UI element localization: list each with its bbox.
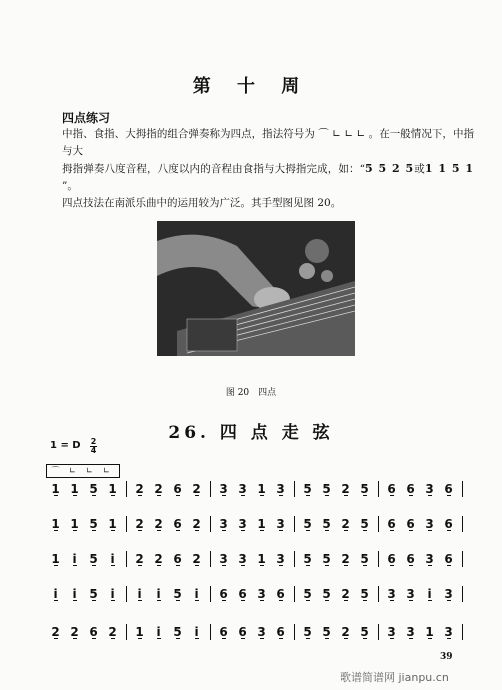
beam-line: [222, 600, 226, 601]
score-note: 6: [238, 587, 247, 601]
score-measure: [46, 514, 122, 534]
score-measure: [298, 549, 374, 569]
week-title: 第 十 周: [192, 76, 310, 97]
score-note: 5: [360, 625, 369, 639]
beam-line: [306, 600, 310, 601]
bar-line: [210, 516, 211, 532]
score-note: 3: [425, 482, 434, 496]
fingering-mark: ∟: [69, 466, 76, 475]
or-text: 或: [414, 163, 425, 175]
score-note: i: [72, 552, 77, 566]
score-note: 2: [154, 482, 163, 496]
score-measure: [214, 514, 290, 534]
bar-line: [378, 624, 379, 640]
beam-line: [447, 600, 451, 601]
beam-line: [325, 530, 329, 531]
score-note: 5: [322, 587, 331, 601]
score-note: 5: [322, 482, 331, 496]
page-number: 39: [440, 652, 453, 662]
score-note: 3: [238, 482, 247, 496]
beam-line: [260, 565, 264, 566]
hand-position-photo: [157, 221, 355, 356]
beam-line: [111, 530, 115, 531]
score-note: 6: [276, 587, 285, 601]
score-note: 1: [257, 552, 266, 566]
beam-line: [138, 495, 142, 496]
score-note: i: [156, 625, 161, 639]
score-measure: [214, 549, 290, 569]
beam-line: [363, 495, 367, 496]
score-note: 6: [387, 552, 396, 566]
beam-line: [111, 495, 115, 496]
score-note: 6: [173, 482, 182, 496]
score-note: i: [137, 587, 142, 601]
score-note: i: [427, 587, 432, 601]
beam-line: [447, 638, 451, 639]
beam-line: [344, 600, 348, 601]
bar-line: [378, 516, 379, 532]
score-note: 5: [303, 587, 312, 601]
score-note: 3: [257, 587, 266, 601]
score-note: 1: [51, 482, 60, 496]
beam-line: [54, 495, 58, 496]
beam-line: [176, 530, 180, 531]
score-note: 1: [257, 482, 266, 496]
beam-line: [73, 565, 77, 566]
beam-line: [363, 600, 367, 601]
score-note: 2: [70, 625, 79, 639]
score-row: [46, 514, 466, 534]
beam-line: [447, 530, 451, 531]
score-note: 2: [154, 517, 163, 531]
score-measure: [46, 479, 122, 499]
bar-line: [378, 586, 379, 602]
song-title: 26. 四 点 走 弦: [168, 423, 334, 443]
score-note: 3: [219, 482, 228, 496]
beam-line: [54, 600, 58, 601]
beam-line: [409, 495, 413, 496]
score-measure: [298, 514, 374, 534]
beam-line: [390, 530, 394, 531]
score-note: 1: [51, 517, 60, 531]
beam-line: [157, 530, 161, 531]
bar-line: [126, 516, 127, 532]
score-note: 3: [276, 482, 285, 496]
beam-line: [138, 638, 142, 639]
score-note: 5: [322, 517, 331, 531]
score-note: i: [110, 552, 115, 566]
score-note: 5: [360, 552, 369, 566]
score-measure: [46, 549, 122, 569]
watermark: 歌谱简谱网 jianpu.cn: [340, 671, 449, 684]
score-note: 6: [444, 482, 453, 496]
bar-line: [210, 586, 211, 602]
beam-line: [195, 638, 199, 639]
score-note: 6: [89, 625, 98, 639]
beam-line: [54, 565, 58, 566]
score-row: [46, 549, 466, 569]
beam-line: [176, 600, 180, 601]
beam-line: [73, 638, 77, 639]
score-note: 6: [406, 552, 415, 566]
score-note: 3: [444, 587, 453, 601]
score-measure: [130, 584, 206, 604]
beam-line: [138, 565, 142, 566]
score-measure: [130, 514, 206, 534]
beam-line: [325, 565, 329, 566]
score-measure: [382, 622, 458, 642]
beam-line: [447, 565, 451, 566]
beam-line: [111, 638, 115, 639]
bar-line: [462, 516, 463, 532]
score-note: 2: [341, 587, 350, 601]
score-note: 2: [154, 552, 163, 566]
score-note: 6: [387, 482, 396, 496]
score-note: 2: [51, 625, 60, 639]
score-note: 2: [192, 482, 201, 496]
score-note: 3: [387, 587, 396, 601]
score-note: i: [156, 587, 161, 601]
beam-line: [363, 565, 367, 566]
beam-line: [241, 530, 245, 531]
score-note: 3: [257, 625, 266, 639]
beam-line: [54, 638, 58, 639]
score-note: 1: [108, 517, 117, 531]
score-measure: [382, 514, 458, 534]
score-note: 3: [387, 625, 396, 639]
score-note: 1: [70, 517, 79, 531]
time-signature-top: 2: [90, 437, 97, 446]
score-note: 6: [406, 482, 415, 496]
beam-line: [222, 638, 226, 639]
beam-line: [176, 565, 180, 566]
score-note: 3: [276, 517, 285, 531]
fingering-mark: ∟: [86, 466, 93, 475]
bar-line: [378, 481, 379, 497]
bar-line: [462, 551, 463, 567]
score-row: [46, 622, 466, 642]
score-note: 2: [135, 482, 144, 496]
score-measure: [382, 584, 458, 604]
beam-line: [260, 495, 264, 496]
beam-line: [279, 565, 283, 566]
score-note: 6: [219, 625, 228, 639]
beam-line: [111, 565, 115, 566]
score-note: i: [53, 587, 58, 601]
score-measure: [130, 622, 206, 642]
paragraph-line-3: 四点技法在南派乐曲中的运用较为广泛。其手型图见图 20。: [62, 197, 342, 209]
score-note: 2: [192, 517, 201, 531]
score-measure: [130, 549, 206, 569]
score-note: 1: [425, 625, 434, 639]
time-signature: [90, 438, 97, 455]
score-note: 5: [173, 587, 182, 601]
beam-line: [260, 530, 264, 531]
beam-line: [409, 565, 413, 566]
beam-line: [222, 530, 226, 531]
score-note: 5: [89, 587, 98, 601]
score-measure: [382, 549, 458, 569]
score-note: i: [194, 625, 199, 639]
beam-line: [73, 495, 77, 496]
score-measure: [382, 479, 458, 499]
beam-line: [306, 495, 310, 496]
score-note: 5: [89, 552, 98, 566]
fingering-mark: ⌒: [51, 466, 60, 475]
bar-line: [294, 586, 295, 602]
fingering-mark: ∟: [103, 466, 110, 475]
score-row: [46, 479, 466, 499]
score-note: 6: [387, 517, 396, 531]
beam-line: [279, 495, 283, 496]
score-note: 5: [173, 625, 182, 639]
beam-line: [279, 530, 283, 531]
beam-line: [363, 638, 367, 639]
beam-line: [73, 600, 77, 601]
score-measure: [298, 584, 374, 604]
beam-line: [73, 530, 77, 531]
score-measure: [130, 479, 206, 499]
score-note: 6: [238, 625, 247, 639]
beam-line: [428, 565, 432, 566]
score-note: i: [110, 587, 115, 601]
score-measure: [214, 584, 290, 604]
score-note: 5: [89, 517, 98, 531]
beam-line: [344, 495, 348, 496]
beam-line: [157, 565, 161, 566]
score-note: 6: [406, 517, 415, 531]
paragraph-line-2b: ”。: [62, 180, 78, 192]
score-note: 6: [219, 587, 228, 601]
guzheng-hand-illustration: [157, 221, 355, 356]
beam-line: [241, 638, 245, 639]
bar-line: [210, 624, 211, 640]
score-note: 1: [51, 552, 60, 566]
bar-line: [126, 624, 127, 640]
beam-line: [325, 638, 329, 639]
score-note: 1: [108, 482, 117, 496]
figure-caption: 图 20 四点: [225, 388, 277, 398]
score-note: 3: [238, 517, 247, 531]
beam-line: [176, 495, 180, 496]
beam-line: [390, 565, 394, 566]
beam-line: [111, 600, 115, 601]
beam-line: [306, 530, 310, 531]
beam-line: [157, 495, 161, 496]
beam-line: [92, 638, 96, 639]
score-note: 3: [276, 552, 285, 566]
score-note: 2: [341, 517, 350, 531]
beam-line: [428, 600, 432, 601]
beam-line: [260, 638, 264, 639]
beam-line: [447, 495, 451, 496]
score-note: 6: [276, 625, 285, 639]
beam-line: [409, 600, 413, 601]
beam-line: [241, 495, 245, 496]
beam-line: [54, 530, 58, 531]
score-note: 3: [444, 625, 453, 639]
notation-example-1: 5 5 2 5: [365, 162, 415, 175]
beam-line: [409, 530, 413, 531]
score-note: 6: [444, 552, 453, 566]
score-note: 5: [303, 482, 312, 496]
paragraph-line-2: [62, 160, 474, 195]
beam-line: [195, 530, 199, 531]
beam-line: [409, 638, 413, 639]
paragraph-line-2a: 拇指弹奏八度音程，八度以内的音程由食指与大拇指完成，如：“: [62, 163, 366, 175]
score-note: 5: [322, 625, 331, 639]
beam-line: [157, 638, 161, 639]
score-measure: [46, 584, 122, 604]
paragraph-line-1: 中指、食指、大拇指的组合弹奏称为四点，指法符号为 ⌒ ∟ ∟ ∟ 。在一般情况下，中指与大: [62, 128, 474, 157]
beam-line: [344, 638, 348, 639]
beam-line: [92, 530, 96, 531]
score-note: 2: [341, 482, 350, 496]
notation-example-2: 1 1 5 1: [424, 162, 474, 175]
bar-line: [294, 551, 295, 567]
bar-line: [126, 481, 127, 497]
score-note: 3: [219, 552, 228, 566]
score-note: 1: [135, 625, 144, 639]
beam-line: [138, 600, 142, 601]
beam-line: [222, 565, 226, 566]
bar-line: [210, 551, 211, 567]
score-note: 2: [135, 552, 144, 566]
score-note: 2: [341, 625, 350, 639]
beam-line: [222, 495, 226, 496]
beam-line: [260, 600, 264, 601]
score-note: 6: [173, 552, 182, 566]
score-note: 3: [238, 552, 247, 566]
beam-line: [279, 600, 283, 601]
beam-line: [390, 638, 394, 639]
bar-line: [126, 586, 127, 602]
time-signature-bottom: 4: [90, 446, 97, 455]
bar-line: [294, 481, 295, 497]
score-note: 5: [322, 552, 331, 566]
key-signature: 1 = D: [50, 440, 81, 451]
beam-line: [325, 495, 329, 496]
beam-line: [138, 530, 142, 531]
score-note: 2: [341, 552, 350, 566]
score-measure: [298, 622, 374, 642]
score-note: 5: [360, 482, 369, 496]
score-note: 5: [303, 517, 312, 531]
score-note: 2: [135, 517, 144, 531]
score-note: 5: [303, 625, 312, 639]
beam-line: [344, 565, 348, 566]
score-note: 6: [444, 517, 453, 531]
bar-line: [126, 551, 127, 567]
bar-line: [462, 481, 463, 497]
beam-line: [157, 600, 161, 601]
beam-line: [195, 565, 199, 566]
score-note: 3: [406, 625, 415, 639]
beam-line: [195, 495, 199, 496]
score-measure: [214, 479, 290, 499]
score-measure: [298, 479, 374, 499]
score-note: 5: [360, 517, 369, 531]
beam-line: [241, 565, 245, 566]
bar-line: [378, 551, 379, 567]
beam-line: [390, 495, 394, 496]
beam-line: [428, 495, 432, 496]
score-note: 2: [192, 552, 201, 566]
bar-line: [294, 624, 295, 640]
score-note: 1: [257, 517, 266, 531]
score-measure: [46, 622, 122, 642]
score-note: 6: [173, 517, 182, 531]
body-paragraph: [62, 126, 474, 212]
fingering-marks: [46, 464, 120, 478]
score-note: 3: [219, 517, 228, 531]
bar-line: [462, 624, 463, 640]
bar-line: [210, 481, 211, 497]
score-note: 5: [360, 587, 369, 601]
beam-line: [325, 600, 329, 601]
beam-line: [428, 638, 432, 639]
bar-line: [294, 516, 295, 532]
beam-line: [92, 565, 96, 566]
score-note: 1: [70, 482, 79, 496]
score-note: 3: [406, 587, 415, 601]
score-row: [46, 584, 466, 604]
score-note: 2: [108, 625, 117, 639]
beam-line: [306, 638, 310, 639]
score-note: 5: [303, 552, 312, 566]
beam-line: [428, 530, 432, 531]
score-note: 3: [425, 552, 434, 566]
beam-line: [92, 495, 96, 496]
beam-line: [279, 638, 283, 639]
score-note: i: [194, 587, 199, 601]
beam-line: [241, 600, 245, 601]
beam-line: [195, 600, 199, 601]
section-heading: 四点练习: [62, 111, 111, 125]
bar-line: [462, 586, 463, 602]
score-note: 3: [425, 517, 434, 531]
beam-line: [92, 600, 96, 601]
score-note: i: [72, 587, 77, 601]
beam-line: [363, 530, 367, 531]
beam-line: [176, 638, 180, 639]
beam-line: [390, 600, 394, 601]
beam-line: [306, 565, 310, 566]
score-measure: [214, 622, 290, 642]
score-note: 5: [89, 482, 98, 496]
beam-line: [344, 530, 348, 531]
